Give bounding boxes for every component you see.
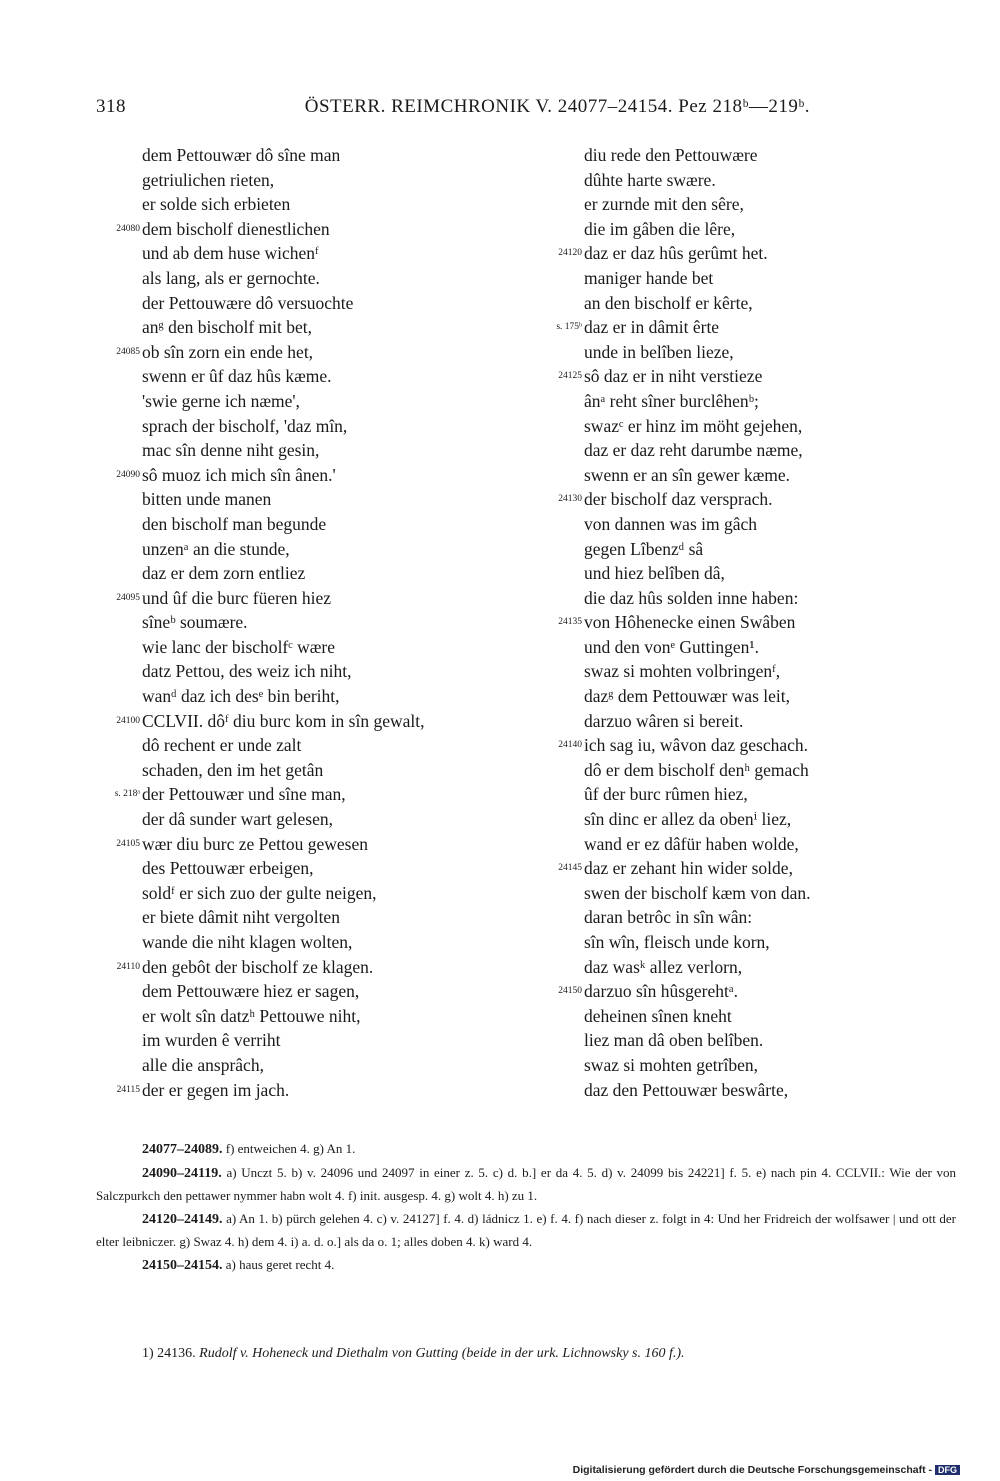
left-verse-column: [96, 143, 526, 1102]
verse-text: an den bischolf er kêrte,: [584, 292, 753, 313]
verse-text: unde in belîben lieze,: [584, 341, 734, 362]
verse-line: [542, 856, 962, 881]
line-number: 24110: [116, 961, 140, 972]
verse-line: [542, 291, 962, 316]
apparatus-range: 24120–24149.: [142, 1211, 223, 1227]
verse-text: sîn wîn, fleisch unde korn,: [584, 932, 770, 952]
verse-text: des Pettouwær erbeigen,: [142, 858, 314, 879]
verse-line: [96, 1004, 526, 1029]
page-number: 318: [96, 96, 126, 117]
verse-line: [96, 881, 526, 906]
verse-text: der Pettouwære dô versuochte: [142, 292, 354, 313]
verse-text: sô muoz ich mich sîn ânen.': [142, 464, 336, 485]
verse-text: swenn er an sîn gewer kæme.: [584, 464, 791, 485]
line-number: s. 175ᵇ: [556, 322, 582, 333]
apparatus-range: 24090–24119.: [142, 1165, 222, 1181]
verse-text: sô daz er in niht verstieze: [584, 366, 763, 387]
verse-line: [542, 635, 962, 660]
verse-text: swazᶜ er hinz im möht gejehen,: [584, 415, 803, 436]
verse-text: sîn dinc er allez da obenⁱ liez,: [584, 809, 792, 830]
verse-text: daz er daz hûs gerûmt het.: [584, 243, 768, 264]
verse-text: dem Pettouwære hiez er sagen,: [142, 981, 360, 1002]
verse-line: [96, 1053, 526, 1078]
verse-text: der dâ sunder wart gelesen,: [142, 809, 333, 830]
apparatus-range: 24077–24089.: [142, 1142, 223, 1157]
apparatus-text: a) Unczt 5. b) v. 24096 und 24097 in einer z. 5. c) d. b.] er da 4. 5. d) v. 24099 bis 24221] f. 5. e) nach pin 4. CCLVII.: Wie der von Salczpurkch den pettawer nymmer habn wolt 4. f) init. ausgesp. 4. g) wolt 4. h) zu 1.: [96, 1164, 957, 1203]
dfg-logo: DFG: [935, 1465, 960, 1475]
verse-line: [96, 782, 526, 807]
verse-line: [96, 979, 526, 1004]
line-number: 24130: [558, 494, 582, 505]
line-number: 24085: [116, 346, 140, 357]
line-number: 24125: [558, 371, 582, 382]
verse-line: [542, 1053, 962, 1078]
verse-line: [542, 1078, 962, 1103]
verse-line: [542, 610, 962, 635]
verse-line: [542, 438, 962, 463]
verse-line: [542, 807, 962, 832]
verse-text: er solde sich erbieten: [142, 194, 291, 215]
verse-text: swaz si mohten volbringenᶠ,: [584, 661, 781, 682]
verse-text: der er gegen im jach.: [142, 1079, 290, 1100]
verse-line: [542, 463, 962, 488]
verse-text: wand er ez dâfür haben wolde,: [584, 833, 799, 854]
verse-text: sprach der bischolf, 'daz mîn,: [142, 415, 348, 436]
verse-line: [96, 512, 526, 537]
verse-text: er zurnde mit den sêre,: [584, 194, 744, 215]
verse-line: [96, 364, 526, 389]
credit-text: Digitalisierung gefördert durch die Deutsche Forschungsgemeinschaft -: [572, 1464, 932, 1476]
verse-line: [96, 561, 526, 586]
verse-text: unzenᵃ an die stunde,: [142, 538, 290, 559]
verse-text: deheinen sînen kneht: [584, 1005, 732, 1026]
verse-text: dem bischolf dienestlichen: [142, 218, 330, 239]
right-verse-column: [542, 143, 962, 1102]
verse-line: [96, 758, 526, 783]
verse-line: [96, 168, 526, 193]
verse-text: liez man dâ oben belîben.: [584, 1030, 764, 1051]
apparatus-entry: [96, 1162, 956, 1208]
verse-text: dûhte harte swære.: [584, 169, 716, 190]
verse-line: [542, 930, 962, 955]
verse-text: schaden, den im het getân: [142, 759, 324, 780]
verse-line: [542, 905, 962, 930]
verse-line: [542, 733, 962, 758]
apparatus-range: 24150–24154.: [142, 1257, 223, 1273]
line-number: 24115: [116, 1084, 140, 1095]
verse-text: alle die ansprâch,: [142, 1054, 264, 1075]
verse-line: [542, 709, 962, 734]
footnote-ref: 1) 24136.: [142, 1346, 196, 1361]
verse-text: daz er dem zorn entliez: [142, 563, 306, 584]
verse-text: gegen Lîbenzᵈ sâ: [584, 538, 704, 559]
verse-text: als lang, als er gernochte.: [142, 267, 320, 288]
verse-text: dazᵍ dem Pettouwær was leit,: [584, 686, 790, 707]
footnote: [96, 1346, 956, 1362]
verse-line: [96, 586, 526, 611]
line-number: s. 218ᵃ: [114, 789, 140, 800]
running-title: ÖSTERR. REIMCHRONIK V. 24077–24154. Pez 218ᵇ—219ᵇ.: [304, 96, 810, 117]
verse-text: datz Pettou, des weiz ich niht,: [142, 661, 352, 682]
page-header: [96, 96, 810, 122]
verse-line: [542, 1004, 962, 1029]
verse-line: [96, 537, 526, 562]
verse-text: diu rede den Pettouwære: [584, 145, 758, 165]
line-number: 24080: [116, 223, 140, 234]
verse-line: [542, 537, 962, 562]
verse-text: er biete dâmit niht vergolten: [142, 907, 340, 928]
verse-line: [96, 438, 526, 463]
verse-line: [542, 266, 962, 291]
verse-text: den gebôt der bischolf ze klagen.: [142, 956, 374, 977]
apparatus-entry: [96, 1254, 956, 1278]
apparatus-text: a) An 1. b) pürch gelehen 4. c) v. 24127] f. 4. d) ládnicz 1. e) f. 4. f) nach dieser z. folgt in 4: Und her Fridreich der wolfsawer | und ott der elter leibniczer. g) Swaz 4. h) dem 4. i) a. d. o.] als da o. 1; alles doben 4. k) ward 4.: [96, 1210, 957, 1249]
line-number: 24150: [558, 986, 582, 997]
verse-text: dô rechent er unde zalt: [142, 735, 302, 756]
verse-text: darzuo wâren si bereit.: [584, 710, 744, 731]
line-number: 24090: [116, 469, 140, 480]
verse-line: [542, 758, 962, 783]
verse-text: maniger hande bet: [584, 267, 714, 288]
verse-text: wær diu burc ze Pettou gewesen: [142, 833, 368, 854]
verse-line: [542, 241, 962, 266]
verse-line: [96, 733, 526, 758]
verse-text: soldᶠ er sich zuo der gulte neigen,: [142, 882, 377, 903]
verse-text: den bischolf man begunde: [142, 513, 327, 534]
verse-line: [542, 364, 962, 389]
verse-text: die im gâben die lêre,: [584, 218, 736, 239]
line-number: 24120: [558, 248, 582, 259]
verse-text: im wurden ê verriht: [142, 1030, 281, 1051]
verse-line: [96, 709, 526, 734]
apparatus-text: a) haus geret recht 4.: [225, 1256, 335, 1272]
verse-line: [542, 881, 962, 906]
verse-text: CCLVII. dôᶠ diu burc kom in sîn gewalt,: [142, 710, 425, 731]
verse-text: getriulichen rieten,: [142, 169, 275, 190]
verse-line: [542, 340, 962, 365]
verse-line: [96, 192, 526, 217]
verse-line: [542, 143, 962, 168]
verse-text: bitten unde manen: [142, 489, 272, 510]
verse-text: wie lanc der bischolfᶜ wære: [142, 636, 336, 657]
verse-text: und ab dem huse wichenᶠ: [142, 243, 319, 264]
verse-line: [96, 930, 526, 955]
verse-line: [96, 315, 526, 340]
verse-line: [542, 955, 962, 980]
verse-text: swen der bischolf kæm von dan.: [584, 882, 811, 903]
verse-line: [96, 955, 526, 980]
verse-line: [96, 610, 526, 635]
verse-text: von dannen was im gâch: [584, 513, 758, 534]
verse-text: und hiez belîben dâ,: [584, 563, 725, 584]
verse-text: der bischolf daz versprach.: [584, 489, 773, 510]
verse-line: [542, 414, 962, 439]
verse-line: [96, 266, 526, 291]
verse-text: von Hôhenecke einen Swâben: [584, 612, 796, 633]
apparatus-text: f) entweichen 4. g) An 1.: [225, 1141, 356, 1156]
verse-text: mac sîn denne niht gesin,: [142, 440, 320, 461]
verse-line: [542, 217, 962, 242]
verse-text: daran betrôc in sîn wân:: [584, 907, 753, 928]
verse-text: dô er dem bischolf denʰ gemach: [584, 759, 809, 780]
line-number: 24100: [116, 715, 140, 726]
apparatus-entry: [96, 1208, 956, 1254]
line-number: 24135: [558, 617, 582, 628]
verse-line: [96, 659, 526, 684]
verse-line: [96, 832, 526, 857]
verse-text: ich sag iu, wâvon daz geschach.: [584, 735, 809, 756]
verse-line: [96, 414, 526, 439]
verse-text: anᵍ den bischolf mit bet,: [142, 317, 313, 338]
verse-line: [96, 291, 526, 316]
verse-line: [96, 241, 526, 266]
verse-line: [542, 389, 962, 414]
verse-text: wanᵈ daz ich desᵉ bin beriht,: [142, 686, 340, 707]
line-number: 24095: [116, 592, 140, 603]
verse-text: swenn er ûf daz hûs kæme.: [142, 366, 332, 387]
verse-line: [542, 561, 962, 586]
verse-line: [96, 856, 526, 881]
verse-line: [96, 807, 526, 832]
verse-text: und ûf die burc füeren hiez: [142, 587, 332, 608]
verse-line: [96, 463, 526, 488]
verse-text: daz wasᵏ allez verlorn,: [584, 956, 743, 977]
verse-text: wande die niht klagen wolten,: [142, 932, 353, 952]
verse-text: sîneᵇ soumære.: [142, 612, 248, 633]
verse-line: [96, 1028, 526, 1053]
verse-line: [96, 1078, 526, 1103]
verse-line: [96, 635, 526, 660]
verse-text: er wolt sîn datzʰ Pettouwe niht,: [142, 1005, 361, 1026]
verse-line: [96, 340, 526, 365]
verse-line: [542, 487, 962, 512]
verse-line: [542, 315, 962, 340]
verse-text: die daz hûs solden inne haben:: [584, 587, 799, 608]
apparatus-entry: [96, 1138, 956, 1162]
verse-text: darzuo sîn hûsgerehtᵃ.: [584, 981, 738, 1002]
digitization-credit: [573, 1464, 960, 1476]
verse-line: [542, 684, 962, 709]
verse-line: [96, 487, 526, 512]
verse-text: 'swie gerne ich næme',: [142, 390, 300, 411]
verse-line: [542, 512, 962, 537]
verse-text: dem Pettouwær dô sîne man: [142, 145, 341, 165]
verse-text: und den vonᵉ Guttingen¹.: [584, 636, 759, 657]
verse-line: [542, 782, 962, 807]
critical-apparatus: [96, 1138, 956, 1277]
verse-line: [542, 1028, 962, 1053]
verse-text: der Pettouwær und sîne man,: [142, 784, 346, 805]
verse-line: [96, 389, 526, 414]
verse-text: daz er daz reht darumbe næme,: [584, 440, 803, 461]
verse-line: [542, 832, 962, 857]
verse-line: [96, 143, 526, 168]
verse-line: [542, 979, 962, 1004]
verse-line: [96, 217, 526, 242]
verse-text: swaz si mohten getrîben,: [584, 1054, 758, 1075]
verse-line: [542, 659, 962, 684]
verse-text: ûf der burc rûmen hiez,: [584, 784, 748, 805]
verse-text: daz er in dâmit êrte: [584, 317, 720, 338]
footnote-text: Rudolf v. Hoheneck und Diethalm von Gutting (beide in der urk. Lichnowsky s. 160 f.).: [199, 1346, 685, 1361]
line-number: 24105: [116, 838, 140, 849]
verse-line: [96, 905, 526, 930]
verse-line: [542, 586, 962, 611]
line-number: 24140: [558, 740, 582, 751]
verse-text: daz den Pettouwær beswârte,: [584, 1079, 789, 1100]
verse-text: daz er zehant hin wider solde,: [584, 858, 793, 879]
verse-text: ob sîn zorn ein ende het,: [142, 341, 314, 362]
verse-text: ânᵃ reht sîner burclêhenᵇ;: [584, 390, 759, 411]
line-number: 24145: [558, 863, 582, 874]
verse-line: [542, 168, 962, 193]
verse-line: [96, 684, 526, 709]
verse-line: [542, 192, 962, 217]
